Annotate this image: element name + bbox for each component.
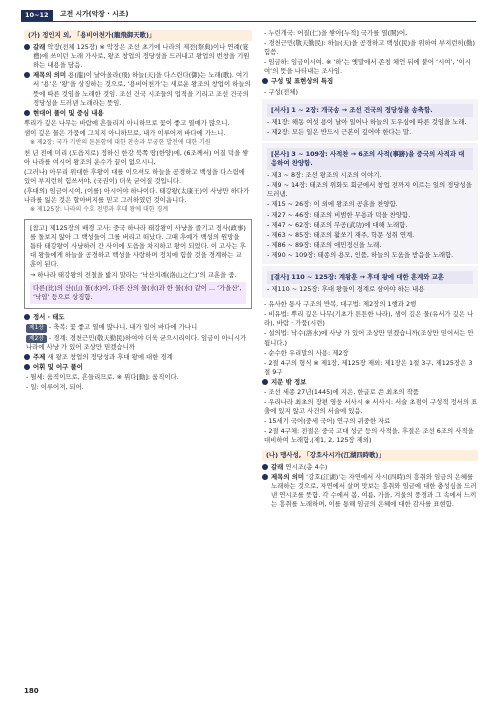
bullet-icon bbox=[24, 354, 30, 360]
bullet-icon bbox=[262, 78, 268, 84]
left-column bbox=[24, 28, 252, 393]
structure-item: - 제15 ~ 26장: 이 외에 왕조의 공훈을 찬양함. bbox=[267, 200, 398, 209]
bullet-text: ‘강호(江湖)’는 자연에서 사시(四時)의 흥취와 임금의 은혜를 노래하는 것으로, 자연에서 살며 맛보는 흥취와 임금에 대한 충성심을 드러낸 연시조를 뜻함. 각 수에서 봄, 여름, 가을, 겨울의 풍경과 그 속에서 느끼는 흥취를 노래하며, 이를 통해 임금의 은혜에 대한 감사를 표현함. bbox=[271, 472, 477, 509]
structure-item: - 제1장: 해동 여섯 용이 날아 일어나 하늘의 도우심에 따른 것임을 노래. bbox=[267, 117, 467, 126]
feature-item: - 2절 4구의 형식 ※ 제1장, 제125장 제외: 제1장은 1절 3구, 제125장은 3절 9구 bbox=[264, 358, 473, 376]
bullet-icon bbox=[262, 379, 268, 385]
structure-heading: [서사] 1 ~ 2장: 개국송 → 조선 건국의 정당성을 송축함. bbox=[267, 104, 473, 117]
info-item: - 우리나라 최초의 장편 영웅 서사시 ※ 서사시: 서술 초점이 구성적 정서의 표출에 있지 않고 사건의 서술에 있음. bbox=[264, 398, 478, 416]
vocab-item: - 일: 이루어져, 되어. bbox=[26, 383, 84, 392]
translation-paragraph: 뿌리가 깊은 나무는 바람에 흔들리지 아니하므로 꽃이 좋고 열매가 많으니. bbox=[24, 118, 230, 127]
structure-item: - 제2장: 모든 일은 반드시 근본이 깊어야 한다는 말. bbox=[267, 127, 412, 136]
emotion-text: - 축복: 꽃 좋고 열매 많나니, 내가 일어 바다에 가나니 bbox=[48, 323, 198, 332]
reference-box bbox=[24, 219, 252, 310]
emotion-item bbox=[24, 323, 252, 332]
bullet-label: 지문 밖 정보 bbox=[271, 377, 307, 386]
bullet-icon bbox=[24, 314, 30, 320]
bullet-label: 주제 bbox=[33, 353, 46, 361]
structure-heading: [본사] 3 ~ 109장: 사적찬 → 6조의 사적(事跡)을 중국의 사적과 대응하여 찬양함. bbox=[267, 148, 473, 170]
translation-paragraph: (후대의) 임금이시여, (이를) 아시어야 하나이다. 태강왕(太康王)이 사냥만 하다가 나라를 잃은 것은 할아버지를 믿고 그러하였던 것이옵니다. bbox=[24, 186, 250, 205]
bullet-label: 갈래 bbox=[271, 462, 284, 471]
translation-paragraph: 천 년 전에 미리 (도읍지로) 정하신 한강 북쪽 땅(한양)에, (6조께서) 어질 덕을 쌓아 나라를 여시어 왕조의 운수가 끝이 없으시니, bbox=[24, 148, 249, 166]
structure-item: - 제86 ~ 89장: 태조의 애민정신을 노래. bbox=[267, 240, 382, 249]
bullet-label: 정서 · 태도 bbox=[33, 313, 65, 322]
structure-item: - 제9 ~ 14장: 태조의 위화도 회군에서 창업 전까지 이르는 일의 정당성을 드러냄. bbox=[267, 181, 472, 199]
bullet-title-meaning bbox=[24, 71, 252, 107]
section-tag: 10~12 bbox=[21, 10, 53, 21]
feature-item: - 유사한 통사 구조의 반복, 대구법: 제2장의 1행과 2행 bbox=[264, 300, 417, 309]
structure-item: - 제3 ~ 8장: 조선 왕조의 시조의 이야기. bbox=[267, 171, 382, 180]
bullet-icon bbox=[24, 72, 30, 78]
chapter-note: ※ 제2장: 국가 기반의 튼튼함에 대한 찬송과 무궁한 발전에 대한 기원 bbox=[30, 139, 211, 147]
bullet-genre bbox=[24, 43, 252, 70]
info-item: - 15세기 국어(중세 국어) 연구의 귀중한 자료 bbox=[264, 417, 391, 426]
vocab-item: - 경천근민(敬天勤民): 하늘(天)을 공경하고 백성(民)을 위하여 부지런히(勤) 힘씀. bbox=[264, 39, 475, 57]
reference-text: [참고] 제125장의 배경 고사: 중국 하나라 태강왕이 사냥을 즐기고 정사(政事)를 돌보지 않아 그 백성들이 그를 버리고 떠났다. 그때 후예가 백성의 원망을 틈타 태강왕이 사냥하러 간 사이에 도읍을 차지하고 왕이 되었다. 이 고사는 후대 왕들에게 하늘을 공경하고 백성을 사랑하며 정치에 힘쓸 것을 경계하는 교훈이 된다. bbox=[30, 223, 246, 268]
right-column bbox=[262, 28, 478, 510]
vocab-item: - 임금하: 임금이시여. ※ ‘하’는 옛말에서 존칭 체언 뒤에 붙어 ‘시여’, ‘이시여’의 뜻을 나타내는 조사임. bbox=[264, 58, 471, 76]
feature-item: - 설의법: 낙수(洛水)에 사냥 가 있어 조상만 믿겠습니까(조상만 믿어서는 안 됩니다.) bbox=[264, 329, 474, 347]
vocab-item: - 누린개국: 어질(仁)을 쌓아[누적] 국가를 열(開)어, bbox=[264, 29, 408, 37]
feature-item: - 순수한 우리말의 사용: 제2장 bbox=[264, 348, 349, 357]
bullet-extra-info bbox=[262, 378, 478, 387]
bullet-theme bbox=[24, 353, 252, 362]
chapter-chip: 제2장 bbox=[26, 335, 47, 343]
page-number: 180 bbox=[24, 687, 39, 696]
bullet-label: 제목의 의미 bbox=[33, 71, 67, 80]
chapter-chip: 제1장 bbox=[26, 324, 47, 332]
bullet-emotion bbox=[24, 313, 252, 322]
structure-item: - 제90 ~ 109장: 태종의 용모, 인품, 하늘의 도움을 받음을 노래함. bbox=[267, 250, 454, 259]
work-title-b: (나) 맹사성, 「강호사시가(江湖四時歌)」 bbox=[262, 450, 478, 461]
bullet-label: 현대어 풀이 및 중심 내용 bbox=[33, 108, 104, 117]
bullet-label: 어휘 및 어구 풀이 bbox=[33, 363, 83, 372]
structure-label: - 구성(전체) bbox=[264, 87, 299, 96]
bullet-genre-b bbox=[262, 463, 478, 472]
bullet-text: 새 왕조 창업의 정당성과 후대 왕에 대한 경계 bbox=[47, 353, 173, 361]
structure-box-body bbox=[262, 143, 478, 264]
vocab-item: - 뮐세: 움직이므로, 흔들리므로. ※ 뮈다[動]: 움직이다. bbox=[26, 373, 179, 382]
bullet-label: 갈래 bbox=[33, 43, 46, 52]
structure-item: - 제110 ~ 125장: 후대 왕들이 경계로 삼아야 하는 내용 bbox=[267, 285, 425, 294]
section-title: 고전 시가(악장 · 시조) bbox=[60, 10, 129, 18]
structure-item: - 제63 ~ 85장: 태조의 활쏘기 재주, 학문 성취 연계. bbox=[267, 230, 415, 239]
bullet-translation bbox=[24, 109, 252, 118]
work-title-a: (가) 정인지 외, 「용비어천가(龍飛御天歌)」 bbox=[24, 30, 252, 41]
structure-box-prologue bbox=[262, 99, 478, 141]
feature-item: - 비유법: 뿌리 깊은 나무(기초가 튼튼한 나라), 샘이 깊은 물(유서가 깊은 나라), 바람 · 가뭄(시련) bbox=[264, 310, 474, 328]
emotion-item bbox=[24, 334, 252, 352]
info-item: - 조선 세종 27년(1445)에 지은, 한글로 쓴 최초의 작품 bbox=[264, 388, 419, 396]
chapter-note: ※ 제125장: 나라의 수호 천명과 후대 왕에 대한 경계 bbox=[30, 206, 169, 214]
bullet-icon bbox=[24, 44, 30, 50]
structure-item: - 제27 ~ 46장: 태조의 비범한 무용과 덕을 찬양함. bbox=[267, 210, 411, 219]
header-divider bbox=[21, 21, 476, 22]
bullet-icon bbox=[24, 364, 30, 370]
info-item: - 2절 4구체: 전절은 중국 고대 성군 등의 사적을, 후절은 조선 6조의 사적을 대비하여 노래함.(제1, 2, 125장 제외) bbox=[264, 427, 474, 445]
bullet-icon bbox=[262, 464, 268, 470]
bullet-text: 연시조(총 4수) bbox=[285, 462, 328, 471]
translation-paragraph: (그러나) 아무리 위대한 후왕이 대를 이으셔도 하늘을 공경하고 백성을 다스림에 있어 부지런히 힘쓰셔야, (국권이) 더욱 굳어질 것입니다. bbox=[24, 167, 245, 185]
emotion-text: - 경계: 경천근민(敬天勤民)하여야 더욱 굳으시리이다. 임금이 아니시가 나라에 사냥 가 있어 조상만 믿겠습니까 bbox=[26, 333, 247, 351]
reference-summary: → 하나라 태강왕의 전철을 밟지 말라는 ‘낙산치례(洛山之仁)’의 교훈을 줌. bbox=[30, 271, 237, 280]
structure-box-epilogue bbox=[262, 266, 478, 298]
bullet-text: 용(龍)이 날아올라(飛) 하늘(天)을 다스린다(御)는 노래(歌). 여기서 ‘용’은 ‘왕’을 상징하는 것으로, ‘용비어천가’는 새로운 왕조의 창업이 하늘의 뜻에 따른 것임을 노래한 것임. 조선 건국 시조들의 업적을 기리고 조선 건국의 정당성을 드러낸 노래라는 뜻임. bbox=[33, 71, 251, 107]
bullet-title-meaning-b bbox=[262, 473, 478, 509]
bullet-icon bbox=[24, 110, 30, 116]
bullet-text: 악장(전체 125장) ※ 악장은 조선 초기에 나라의 제전(祭典)이나 연례(宴禮)에 쓰이던 노래 가사로, 왕조 창업의 정당성을 드러내고 왕업의 번창을 기원하는 내용을 담음. bbox=[33, 43, 250, 70]
translation-paragraph: 샘이 깊은 물은 가뭄에 그치지 아니하므로, 내가 이루어져 바다에 가느니. bbox=[24, 128, 226, 137]
bullet-structure bbox=[262, 77, 478, 86]
reference-highlight: 다른(比)의 산(山) 물(水)이, 다른 산의 물(水)과 한 물(水) 같이 ... ‘가을산’, ‘낙엽’ 등으로 상징함. bbox=[30, 282, 246, 304]
structure-heading: [결사] 110 ~ 125장: 계왕훈 → 후대 왕에 대한 훈계와 교훈 bbox=[267, 271, 473, 284]
bullet-vocab bbox=[24, 363, 252, 372]
structure-item: - 제47 ~ 62장: 태조의 무공(武功)에 대해 노래함. bbox=[267, 220, 408, 229]
bullet-icon bbox=[262, 474, 268, 480]
bullet-label: 제목의 의미 bbox=[271, 472, 305, 481]
bullet-label: 구성 및 표현상의 특징 bbox=[271, 77, 334, 86]
